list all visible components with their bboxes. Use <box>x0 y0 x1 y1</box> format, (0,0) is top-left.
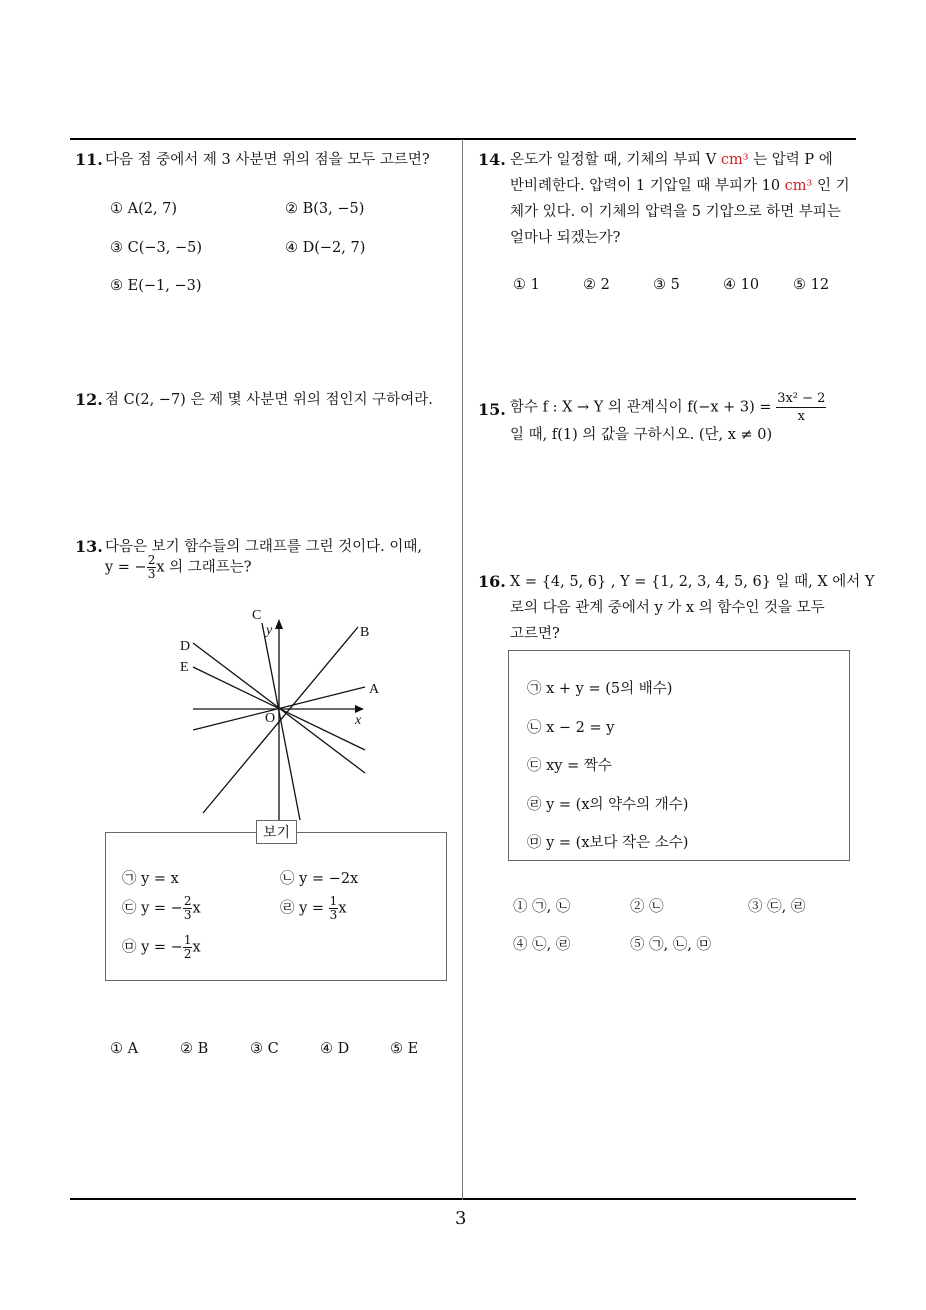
question-text-line1: 함수 f : X → Y 의 관계식이 f(−x + 3) = $\frac{\text{3x² − 2}}{x}$ <box>510 391 826 424</box>
option-4[interactable]: ④ 10 <box>723 277 760 293</box>
label-origin: O <box>265 711 276 726</box>
relation-item-a: ㉠ x + y = (5의 배수) <box>527 681 673 697</box>
label-C: C <box>252 608 262 623</box>
option-5[interactable]: ⑤ ㉠, ㉡, ㉤ <box>630 937 712 953</box>
question-number: 13. <box>75 537 103 556</box>
example-item-a: ㉠ y = x <box>122 871 179 887</box>
fraction: $\frac{2}{3}$ <box>147 553 156 581</box>
option-1[interactable]: ① A <box>110 1041 139 1057</box>
unit-cm3: cm³ <box>720 152 749 168</box>
question-number: 16. <box>478 572 506 591</box>
question-text-line3: 체가 있다. 이 기체의 압력을 5 기압으로 하면 부피는 <box>510 204 841 220</box>
relation-item-e: ㉤ y = (x보다 작은 소수) <box>527 835 689 851</box>
option-1[interactable]: ① 1 <box>513 277 540 293</box>
example-item-d: ㉣ y = $\frac{1}{3}$ x <box>280 894 347 922</box>
example-item-c: ㉢ y = − $\frac{2}{3}$ x <box>122 894 201 922</box>
label-B: B <box>360 625 370 640</box>
example-item-e: ㉤ y = − $\frac{1}{2}$ x <box>122 933 201 961</box>
label-E: E <box>180 660 189 675</box>
fraction: $\frac{\text{3x² − 2}}{x}$ <box>777 391 826 424</box>
example-item-b: ㉡ y = −2x <box>280 871 359 887</box>
question-text: 점 C(2, −7) 은 제 몇 사분면 위의 점인지 구하여라. <box>105 392 433 408</box>
function-graph <box>175 600 395 825</box>
option-2[interactable]: ② B(3, −5) <box>285 201 365 217</box>
question-number: 14. <box>478 150 506 169</box>
question-text-line2: y = − $\frac{2}{3}$ x 의 그래프는? <box>105 553 252 581</box>
y-axis-arrow <box>275 619 283 629</box>
option-4[interactable]: ④ D <box>320 1041 350 1057</box>
relation-item-c: ㉢ xy = 짝수 <box>527 758 612 774</box>
option-1[interactable]: ① ㉠, ㉡ <box>513 899 571 915</box>
question-text-line4: 얼마나 되겠는가? <box>510 230 621 246</box>
column-divider <box>462 139 463 1200</box>
label-y: y <box>266 623 273 638</box>
question-number: 12. <box>75 390 103 409</box>
example-box-title: 보기 <box>256 820 297 844</box>
option-3[interactable]: ③ C(−3, −5) <box>110 240 202 256</box>
option-4[interactable]: ④ ㉡, ㉣ <box>513 937 571 953</box>
question-text: 다음 점 중에서 제 3 사분면 위의 점을 모두 고르면? <box>105 152 430 168</box>
option-4[interactable]: ④ D(−2, 7) <box>285 240 366 256</box>
question-number: 15. <box>478 400 506 419</box>
question-text-line1: 다음은 보기 함수들의 그래프를 그린 것이다. 이때, <box>105 539 423 555</box>
question-number: 11. <box>75 150 103 169</box>
relation-item-d: ㉣ y = (x의 약수의 개수) <box>527 797 689 813</box>
question-text-line1: 온도가 일정할 때, 기체의 부피 V cm³ 는 압력 P 에 <box>510 152 833 168</box>
option-1[interactable]: ① A(2, 7) <box>110 201 178 217</box>
fraction: $\frac{1}{3}$ <box>329 894 338 922</box>
option-2[interactable]: ② B <box>180 1041 209 1057</box>
option-3[interactable]: ③ ㉢, ㉣ <box>748 899 806 915</box>
question-text-line2: 일 때, f(1) 의 값을 구하시오. (단, x ≠ 0) <box>510 427 773 443</box>
question-text-line2: 반비례한다. 압력이 1 기압일 때 부피가 10 cm³ 인 기 <box>510 178 850 194</box>
top-rule <box>70 138 856 140</box>
question-text-line2: 로의 다음 관계 중에서 y 가 x 의 함수인 것을 모두 <box>510 600 825 616</box>
option-3[interactable]: ③ 5 <box>653 277 680 293</box>
unit-cm3: cm³ <box>784 178 813 194</box>
option-3[interactable]: ③ C <box>250 1041 279 1057</box>
option-2[interactable]: ② ㉡ <box>630 899 664 915</box>
fraction: $\frac{2}{3}$ <box>183 894 192 922</box>
option-5[interactable]: ⑤ 12 <box>793 277 830 293</box>
question-text-line1: X = {4, 5, 6} , Y = {1, 2, 3, 4, 5, 6} 일 때, X 에서 Y <box>510 574 875 590</box>
option-2[interactable]: ② 2 <box>583 277 610 293</box>
page-number: 3 <box>455 1208 467 1229</box>
option-5[interactable]: ⑤ E <box>390 1041 419 1057</box>
relation-item-b: ㉡ x − 2 = y <box>527 720 615 736</box>
question-text-line3: 고르면? <box>510 626 560 642</box>
fraction: $\frac{1}{2}$ <box>183 933 192 961</box>
x-axis-arrow <box>355 705 364 713</box>
bottom-rule <box>70 1198 856 1200</box>
label-A: A <box>369 682 380 697</box>
label-D: D <box>180 639 191 654</box>
label-x: x <box>355 713 362 728</box>
option-5[interactable]: ⑤ E(−1, −3) <box>110 278 202 294</box>
